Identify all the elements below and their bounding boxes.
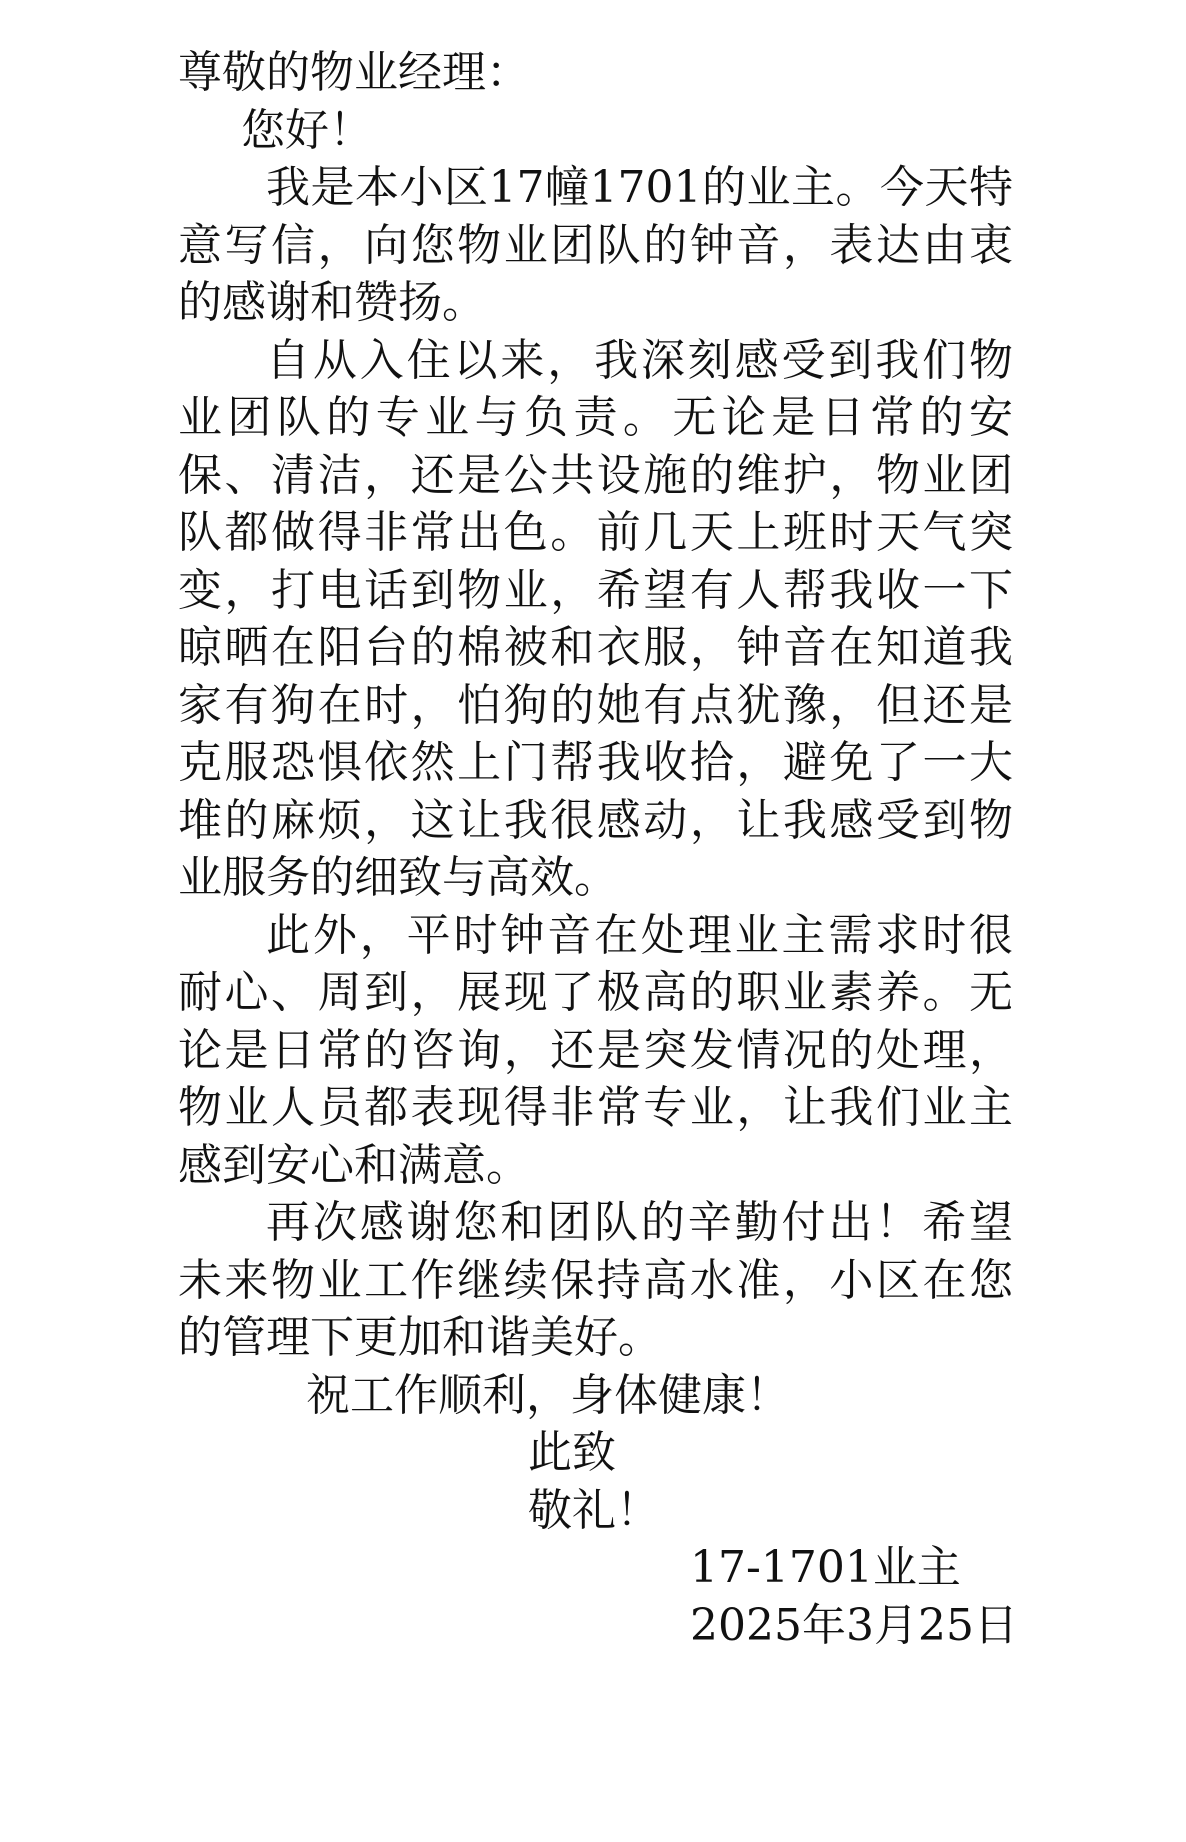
paragraph-intro: 我是本小区17幢1701的业主。今天特意写信，向您物业团队的钟音，表达由衷的感谢和赞扬。 (178, 162, 1013, 328)
salutation: 尊敬的物业经理： (178, 47, 530, 98)
letter-body (178, 159, 1013, 1367)
letter-date: 2025年3月25日 (690, 1599, 1018, 1651)
wish-line: 祝工作顺利，身体健康！ (306, 1369, 790, 1421)
closing-jingli: 敬礼！ (528, 1484, 660, 1536)
greeting: 您好！ (241, 104, 373, 156)
signature: 17-1701业主 (690, 1542, 961, 1593)
paragraph-experience: 自从入住以来，我深刻感受到我们物业团队的专业与负责。无论是日常的安保、清洁，还是公共设施的维护，物业团队都做得非常出色。前几天上班时天气突变，打电话到物业，希望有人帮我收一下晾晒在阳台的棉被和衣服，钟音在知道我家有狗在时，怕狗的她有点犹豫，但还是克服恐惧依然上门帮我收拾，避免了一大堆的麻烦，这让我很感动，让我感受到物业服务的细致与高效。 (178, 334, 1013, 903)
closing-cizhi: 此致 (528, 1427, 616, 1478)
paragraph-praise: 此外，平时钟音在处理业主需求时很耐心、周到，展现了极高的职业素养。无论是日常的咨询，还是突发情况的处理，物业人员都表现得非常专业，让我们业主感到安心和满意。 (178, 909, 1013, 1191)
paragraph-thanks: 再次感谢您和团队的辛勤付出！希望未来物业工作继续保持高水准，小区在您的管理下更加和谐美好。 (178, 1197, 1013, 1363)
letter (178, 44, 1018, 1654)
